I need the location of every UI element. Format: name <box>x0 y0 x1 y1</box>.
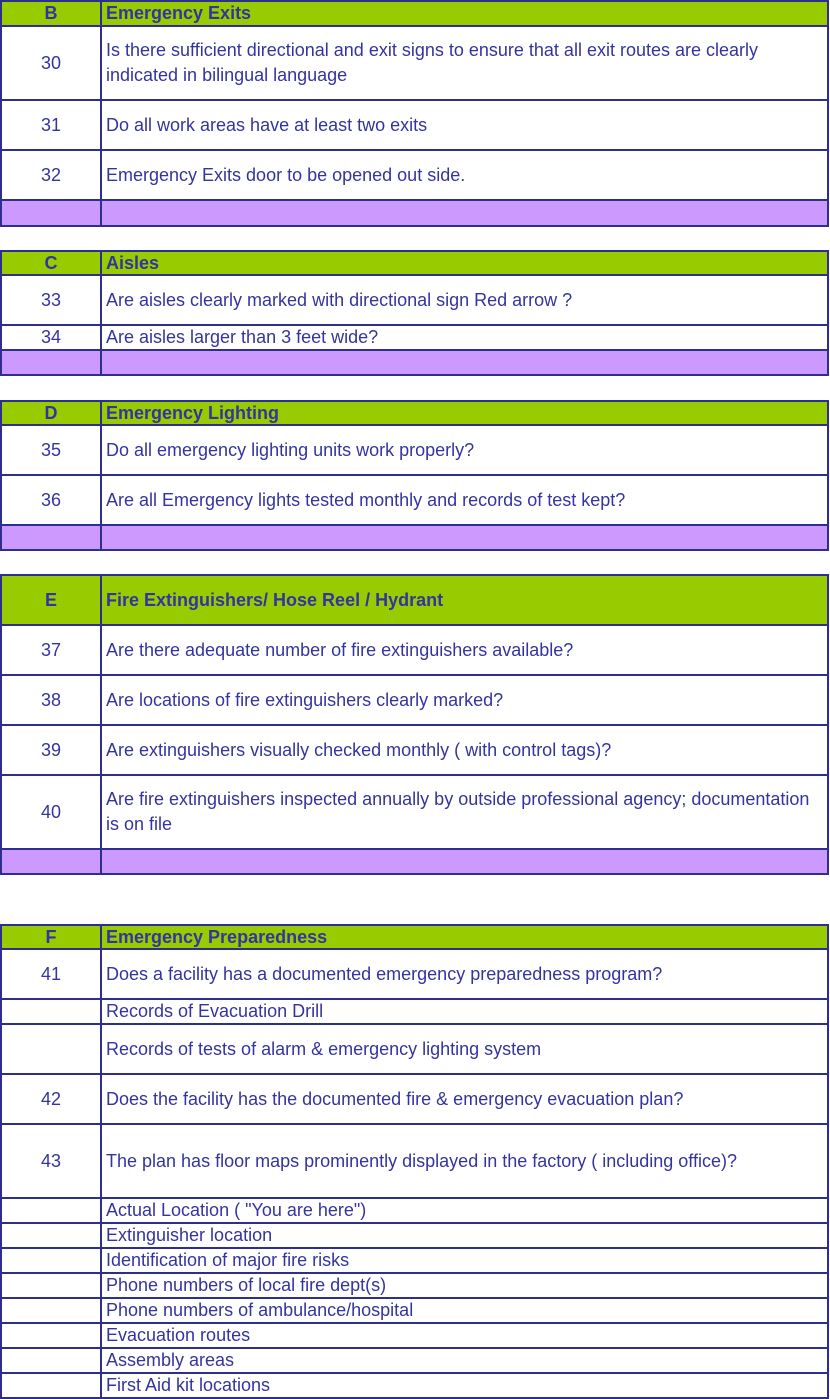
table-row <box>0 151 829 201</box>
item-number: 34 <box>2 326 102 349</box>
table-row <box>0 27 829 101</box>
item-number <box>2 1274 102 1297</box>
section-spacer <box>0 850 829 875</box>
item-number <box>2 1299 102 1322</box>
item-text: Does a facility has a documented emergency preparedness program? <box>106 963 663 984</box>
table-row <box>0 776 829 850</box>
item-text: First Aid kit locations <box>106 1375 271 1395</box>
table-row <box>0 1299 829 1324</box>
item-number: 42 <box>2 1075 102 1123</box>
item-text: Do all emergency lighting units work properly? <box>106 439 475 460</box>
section-title: Fire Extinguishers/ Hose Reel / Hydrant <box>106 589 444 610</box>
table-row <box>0 1274 829 1299</box>
item-text: Are all Emergency lights tested monthly and records of test kept? <box>106 489 626 510</box>
table-row <box>0 1349 829 1374</box>
item-text: Are aisles larger than 3 feet wide? <box>106 327 379 347</box>
item-text: Is there sufficient directional and exit signs to ensure that all exit routes are clearly indicated in bilingual language <box>106 40 759 85</box>
table-row <box>0 326 829 351</box>
table-row <box>0 1125 829 1199</box>
table-row <box>0 426 829 476</box>
table-row <box>0 1075 829 1125</box>
table-row <box>0 1324 829 1349</box>
item-text: Records of tests of alarm & emergency lighting system <box>106 1038 542 1059</box>
table-row <box>0 1374 829 1399</box>
section-code: E <box>2 576 102 624</box>
table-row <box>0 1025 829 1075</box>
item-text: Do all work areas have at least two exits <box>106 114 428 135</box>
item-number: 43 <box>2 1125 102 1197</box>
item-number: 38 <box>2 676 102 724</box>
item-text: Are aisles clearly marked with directional sign Red arrow ? <box>106 289 573 310</box>
section-code: D <box>2 402 102 424</box>
item-number <box>2 1249 102 1272</box>
item-text: Are extinguishers visually checked monthly ( with control tags)? <box>106 739 612 760</box>
item-number: 30 <box>2 27 102 99</box>
item-text: Does the facility has the documented fire & emergency evacuation plan? <box>106 1088 684 1109</box>
table-row <box>0 101 829 151</box>
item-number: 35 <box>2 426 102 474</box>
item-text: Identification of major fire risks <box>106 1250 350 1270</box>
section-code: B <box>2 2 102 25</box>
item-number <box>2 1224 102 1247</box>
item-number <box>2 1025 102 1073</box>
item-text: Are fire extinguishers inspected annually by outside professional agency; documentation is on file <box>106 789 810 834</box>
item-text: Phone numbers of ambulance/hospital <box>106 1300 414 1320</box>
table-row <box>0 1249 829 1274</box>
item-number: 33 <box>2 276 102 324</box>
item-number <box>2 1199 102 1222</box>
section-title: Emergency Exits <box>106 3 252 23</box>
item-text: The plan has floor maps prominently displayed in the factory ( including office)? <box>106 1150 738 1171</box>
section-header-c <box>0 250 829 276</box>
item-number <box>2 1349 102 1372</box>
section-header-e <box>0 574 829 626</box>
table-row <box>0 676 829 726</box>
item-text: Assembly areas <box>106 1350 235 1370</box>
section-code: C <box>2 252 102 274</box>
item-number: 32 <box>2 151 102 199</box>
section-header-d <box>0 400 829 426</box>
table-row <box>0 1000 829 1025</box>
item-number: 39 <box>2 726 102 774</box>
table-row <box>0 476 829 526</box>
item-number: 41 <box>2 950 102 998</box>
item-number <box>2 1324 102 1347</box>
section-header-b <box>0 0 829 27</box>
item-text: Evacuation routes <box>106 1325 251 1345</box>
section-spacer <box>0 526 829 551</box>
table-row <box>0 276 829 326</box>
section-title: Emergency Preparedness <box>106 926 328 947</box>
item-number <box>2 1374 102 1397</box>
item-number: 37 <box>2 626 102 674</box>
section-title: Aisles <box>106 252 160 273</box>
item-text: Actual Location ( "You are here") <box>106 1200 367 1220</box>
section-code: F <box>2 926 102 948</box>
item-text: Records of Evacuation Drill <box>106 1001 324 1021</box>
item-text: Extinguisher location <box>106 1225 273 1245</box>
item-number <box>2 1000 102 1023</box>
item-text: Are there adequate number of fire extinguishers available? <box>106 639 574 660</box>
section-header-f <box>0 924 829 950</box>
section-spacer <box>0 351 829 376</box>
item-number: 31 <box>2 101 102 149</box>
table-row <box>0 626 829 676</box>
table-row <box>0 950 829 1000</box>
table-row <box>0 726 829 776</box>
table-row <box>0 1224 829 1249</box>
section-title: Emergency Lighting <box>106 402 280 423</box>
item-text: Phone numbers of local fire dept(s) <box>106 1275 387 1295</box>
item-number: 36 <box>2 476 102 524</box>
section-spacer <box>0 201 829 227</box>
table-row <box>0 1199 829 1224</box>
item-text: Are locations of fire extinguishers clearly marked? <box>106 689 504 710</box>
item-number: 40 <box>2 776 102 848</box>
item-text: Emergency Exits door to be opened out side. <box>106 164 466 185</box>
